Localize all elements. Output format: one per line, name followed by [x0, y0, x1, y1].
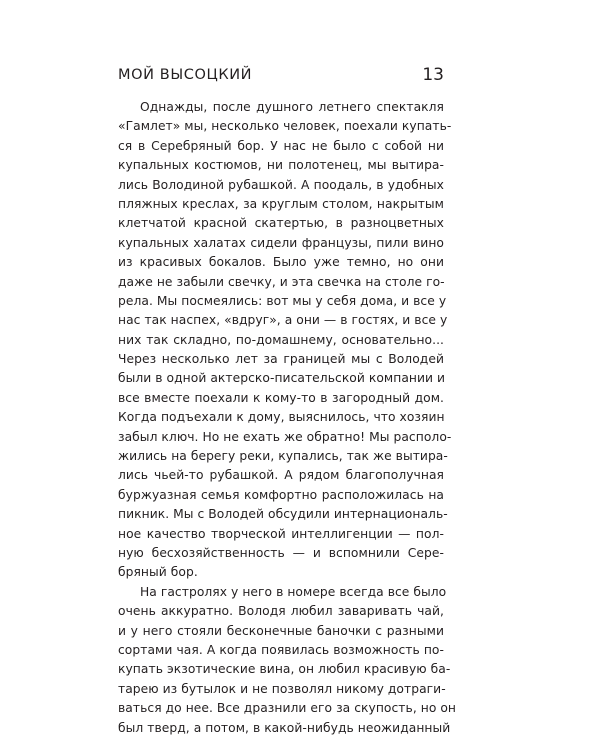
text-line: из красивых бокалов. Было уже темно, но они	[118, 255, 444, 270]
text-line: очень аккуратно. Володя любил заваривать чай,	[118, 604, 444, 619]
text-line: Через несколько лет за границей мы с Володей	[118, 352, 444, 367]
text-line: бряный бор.	[118, 565, 198, 580]
text-line: пляжных креслах, за круглым столом, накрытым	[118, 196, 444, 211]
text-line: буржуазная семья комфортно расположилась на	[118, 487, 444, 502]
text-line: купальных костюмов, ни полотенец, мы вытира-	[118, 158, 444, 173]
text-line: были в одной актерско-писательской компании и	[118, 371, 446, 386]
text-line: Однажды, после душного летнего спектакля	[140, 100, 444, 114]
text-line: пикник. Мы с Володей обсудили интернациональ-	[118, 507, 448, 522]
body-text	[118, 98, 457, 738]
text-line: клетчатой красной скатертью, в разноцветных	[118, 216, 444, 231]
text-line: купальных халатах сидели французы, пили вино	[118, 235, 444, 250]
text-line: лись чьей-то рубашкой. А рядом благополучная	[118, 468, 444, 483]
text-line: них так складно, по-домашнему, основательно...	[118, 332, 444, 347]
text-line: рела. Мы посмеялись: вот мы у себя дома, и все у	[118, 293, 447, 308]
text-line: забыл ключ. Но не ехать же обратно! Мы располо-	[118, 429, 452, 444]
text-line: ся в Серебряный бор. У нас не было с собой ни	[118, 138, 444, 153]
text-line: ное качество творческой интеллигенции — пол-	[118, 526, 444, 541]
text-line: ваться до нее. Все дразнили его за скупость, но он	[118, 701, 457, 716]
text-line: и у него стояли бесконечные баночки с разными	[118, 623, 444, 638]
page-number: 13	[422, 65, 444, 85]
text-line: лись Володиной рубашкой. А поодаль, в удобных	[118, 177, 444, 192]
text-line: нас так наспех, «вдруг», а они — в гостях, и все у	[118, 313, 448, 328]
text-line: был тверд, а потом, в какой-нибудь неожиданный	[118, 720, 451, 735]
text-line: «Гамлет» мы, несколько человек, поехали купать-	[118, 119, 452, 134]
text-line: сортами чая. А когда появилась возможность по-	[118, 642, 444, 657]
text-line: жились на берегу реки, купались, так же вытира-	[118, 449, 448, 464]
text-line: тарею из бутылок и не позволял никому дотраги-	[118, 681, 446, 696]
running-head: МОЙ ВЫСОЦКИЙ	[118, 67, 253, 83]
text-line: Когда подъехали к дому, выяснилось, что хозяин	[118, 410, 445, 425]
text-line: все вместе поехали к кому-то в загородный дом.	[118, 390, 444, 405]
text-line: На гастролях у него в номере всегда все было	[140, 584, 447, 599]
text-line: купать экзотические вина, он любил красивую ба-	[118, 662, 451, 677]
text-line: ную бесхозяйственность — и вспомнили Сере-	[118, 545, 444, 560]
text-line: даже не забыли свечку, и эта свечка на столе го-	[118, 274, 445, 289]
